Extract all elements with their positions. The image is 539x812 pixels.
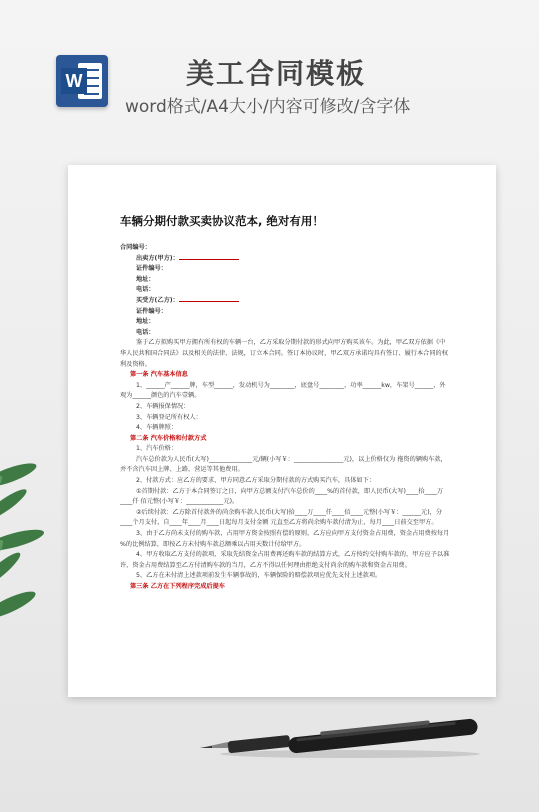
section1-line-3: 3、车辆登记所有权人：: [136, 413, 202, 421]
section2-line-5: ②后续付款：乙方除首付款外的尚余购车款人民币(大写)拾____万____仟____佰____元整(小写￥：______元)，分____个月支付，自____年____月____日起每月支付金额 元直至乙方将尚余购车款付清为止，每月____日前交至甲方。: [120, 508, 443, 527]
section-heading-3: 第三条 乙方在下列程序完成后提车: [130, 583, 225, 590]
section2-line-4: ①首期付款：乙方于本合同签订之日，向甲方总额支付汽车总价的____%的首付款，即人民币(大写)____拾____万____仟 佰元整(小写￥：____________元)。: [120, 487, 444, 506]
field-buyer-phone: 电话：: [136, 328, 155, 336]
section2-line-6: 3、由于乙方尚未支付的购车款，占用甲方资金按照有偿的原则，乙方应向甲方支付资金占用费，资金占用费按每月 %的比例结算，即按乙方未付购车款总额乘以占用天数计付给甲方。: [120, 530, 450, 548]
field-seller-address: 地址：: [136, 275, 155, 283]
preamble-paragraph: 鉴于乙方拟购买甲方拥有所有权的车辆一台，乙方采取分期付款的形式向甲方购买该车。为此，甲乙双方依据《中华人民共和国合同法》以及相关的法律、法规，订立本合同。签订本协议时，甲乙双方承诺均具有签订、履行本合同的权利及资格。: [120, 339, 448, 368]
field-seller-phone: 电话：: [136, 286, 155, 294]
section1-line-4: 4、车辆牌照：: [136, 424, 178, 432]
field-seller-id: 证件编号：: [136, 265, 167, 273]
section1-line-2: 2、车辆报保情况：: [136, 402, 190, 410]
field-buyer-address: 地址：: [136, 318, 155, 326]
page-subtitle: word格式/A4大小/内容可修改/含字体: [125, 97, 411, 117]
contract-document-page: [68, 165, 496, 697]
section2-line-3: 2、付款方式：应乙方的要求，甲方同意乙方采取分期付款的方式购买汽车，具体如下：: [136, 477, 376, 485]
word-letter-icon: W: [61, 68, 87, 94]
section2-line-8: 5、乙方在未付清上述款项前发生车辆事故的，车辆保险的赔偿款项应优先支付上述款项。: [136, 572, 382, 580]
section2-line-1: 1、汽车价格：: [136, 445, 178, 453]
section-heading-1: 第一条 汽车基本信息: [130, 371, 188, 379]
field-buyer-label: 买受方(乙方)：: [136, 296, 179, 304]
field-buyer-id: 证件编号：: [136, 307, 167, 315]
section2-line-2: 汽车总价款为人民币(大写)______________元/辆(小写￥：________________元)，以上价格仅为 拖资的辆购车款，并不含汽车因上牌、上路、营运等其他费用。: [120, 455, 447, 474]
section-heading-2: 第二条 汽车价格和付款方式: [130, 434, 207, 442]
field-seller: [120, 254, 450, 265]
document-body: [120, 213, 450, 593]
field-buyer: [120, 296, 450, 307]
word-icon: [56, 55, 108, 107]
page-title: 美工合同模板: [186, 57, 367, 90]
field-seller-label: 出卖方(甲方)：: [136, 254, 179, 262]
section2-line-7: 4、甲方收取乙方支付的款项，采取先结资金占用费再还购车款的结算方式，乙方按约交付购车款的，甲方应予以准许，资金占用费结算至乙方付清购车款的当月，乙方不得以任何理由拒绝支付尚余的购车款和资金占用费。: [120, 551, 450, 569]
field-contract-number: 合同编号：: [120, 244, 151, 251]
document-title: 车辆分期付款买卖协议范本, 绝对有用！: [120, 214, 324, 228]
pen-decoration: [200, 718, 490, 762]
plant-leaves-decoration: [0, 445, 50, 645]
section1-line-1: 1、______产______牌，车型______，发动机号为________，底盘号________，功率______kw，车架号______，外观为______颜色的汽车壹辆。: [120, 381, 446, 400]
